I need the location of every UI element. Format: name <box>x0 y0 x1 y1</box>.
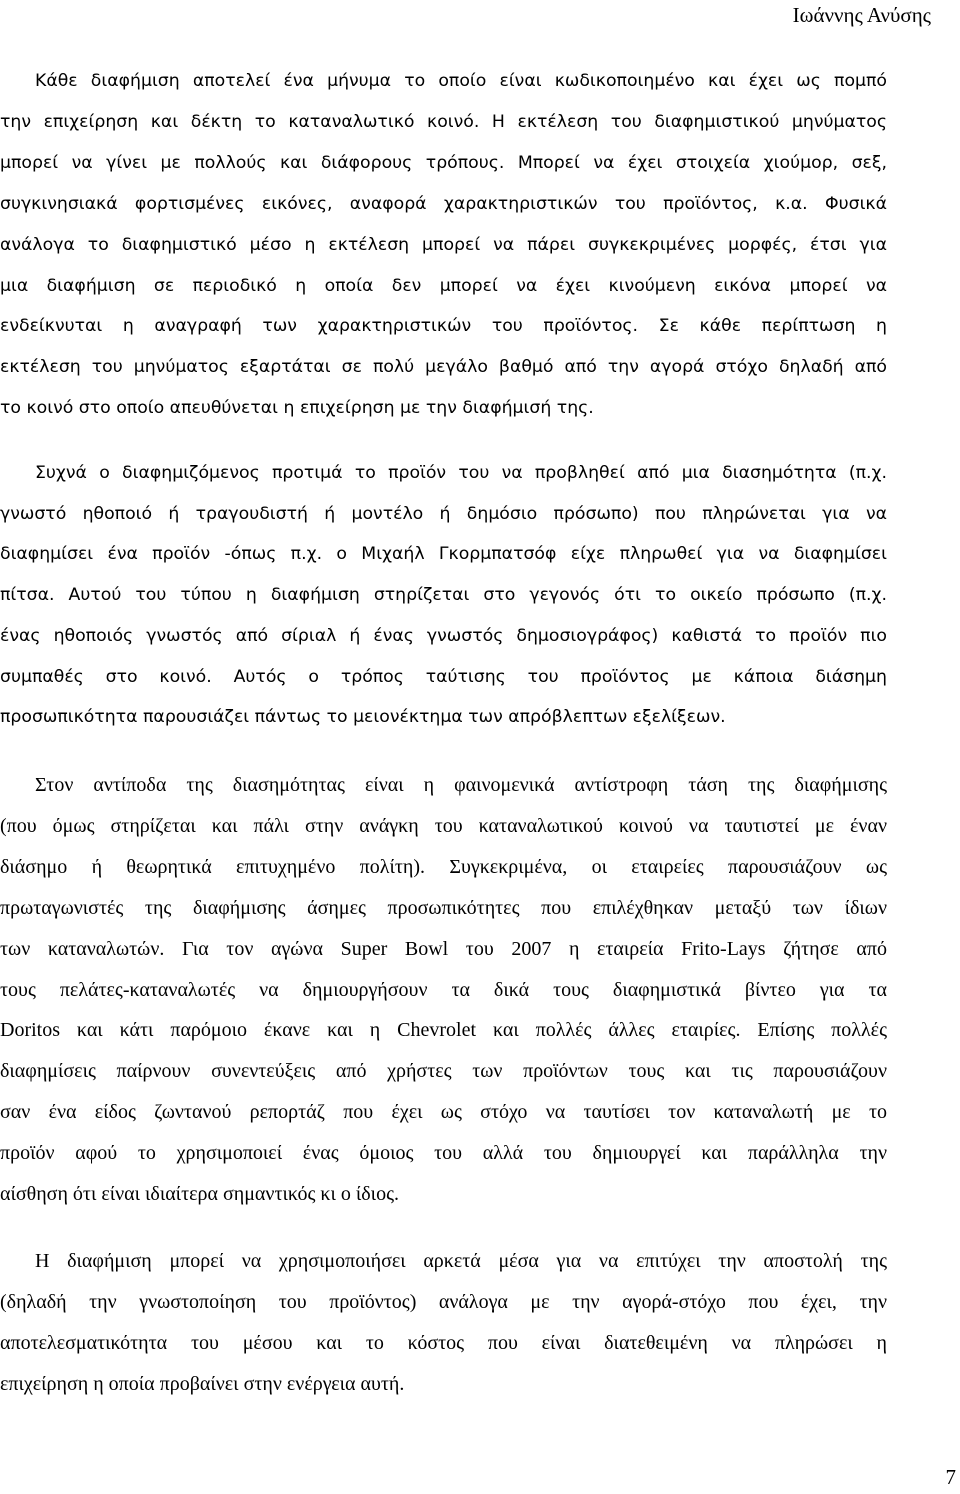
paragraph-line: προσωπικότητα παρουσιάζει πάντως το μειονέκτημα των απρόβλεπτων εξελίξεων. <box>0 707 726 727</box>
paragraph-line: το κοινό στο οποίο απευθύνεται η επιχείρηση με την διαφήμισή της. <box>0 398 594 418</box>
paragraph-line: ενδείκνυται η αναγραφή των χαρακτηριστικών του προϊόντος. Σε κάθε περίπτωση η <box>0 316 887 336</box>
paragraph-line: αίσθηση ότι είναι ιδιαίτερα σημαντικός κι ο ίδιος. <box>0 1183 399 1205</box>
paragraph-line: συγκινησιακά φορτισμένες εικόνες, αναφορά χαρακτηριστικών του προϊόντος, κ.α. Φυσικά <box>0 194 887 214</box>
paragraph-line: πίτσα. Αυτού του τύπου η διαφήμιση στηρίζεται στο γεγονός ότι το οικείο πρόσωπο (π.χ. <box>0 585 887 605</box>
paragraph-line: προϊόν αφού το χρησιμοποιεί ένας όμοιος του αλλά του δημιουργεί και παράλληλα την <box>0 1142 887 1164</box>
paragraph-line: σαν ένα είδος ζωντανού ρεπορτάζ που έχει ως στόχο να ταυτίσει τον καταναλωτή με το <box>0 1101 887 1123</box>
paragraph-line: συμπαθές στο κοινό. Αυτός ο τρόπος ταύτισης του προϊόντος με κάποια διάσημη <box>0 667 887 687</box>
paragraph-line: διάσημο ή θεωρητικά επιτυχημένο πολίτη). Συγκεκριμένα, οι εταιρείες παρουσιάζουν ως <box>0 856 887 878</box>
paragraph-line: γνωστό ηθοποιό ή τραγουδιστή ή μοντέλο ή δημόσιο πρόσωπο) που πληρώνεται για να <box>0 504 887 524</box>
paragraph-line: Συχνά ο διαφημιζόμενος προτιμά το προϊόν του να προβληθεί από μια διασημότητα (π.χ. <box>35 463 887 483</box>
paragraph-line: των καταναλωτών. Για τον αγώνα Super Bowl του 2007 η εταιρεία Frito-Lays ζήτησε από <box>0 938 887 960</box>
paragraph-line: διαφημίσεις παίρνουν συνεντεύξεις από χρήστες των προϊόντων τους και τις παρουσιάζουν <box>0 1060 887 1082</box>
paragraph-line: πρωταγωνιστές της διαφήμισης άσημες προσωπικότητες που επιλέχθηκαν μεταξύ των ίδιων <box>0 897 887 919</box>
paragraph-line: διαφημίσει ένα προϊόν -όπως π.χ. ο Μιχαήλ Γκορμπατσόφ είχε πληρωθεί για να διαφημίσει <box>0 544 887 564</box>
paragraph-line: μια διαφήμιση σε περιοδικό η οποία δεν μπορεί να έχει κινούμενη εικόνα μπορεί να <box>0 276 887 296</box>
paragraph-line: Στον αντίποδα της διασημότητας είναι η φαινομενικά αντίστροφη τάση της διαφήμισης <box>35 774 887 796</box>
paragraph-line: ανάλογα το διαφημιστικό μέσο η εκτέλεση μπορεί να πάρει συγκεκριμένες μορφές, έτσι για <box>0 235 887 255</box>
paragraph-line: ένας ηθοποιός γνωστός από σίριαλ ή ένας γνωστός δημοσιογράφος) καθιστά το προϊόν πιο <box>0 626 887 646</box>
running-header-author: Ιωάννης Ανύσης <box>792 3 931 27</box>
page-number: 7 <box>945 1465 956 1489</box>
paragraph-line: μπορεί να γίνει με πολλούς και διάφορους τρόπους. Μπορεί να έχει στοιχεία χιούμορ, σεξ, <box>0 153 887 173</box>
paragraph-line: τους πελάτες-καταναλωτές να δημιουργήσουν τα δικά τους διαφημιστικά βίντεο για τα <box>0 979 887 1001</box>
paragraph-line: (δηλαδή την γνωστοποίηση του προϊόντος) ανάλογα με την αγορά-στόχο που έχει, την <box>0 1291 887 1313</box>
paragraph-line: επιχείρηση η οποία προβαίνει στην ενέργεια αυτή. <box>0 1373 405 1395</box>
paragraph-line: αποτελεσματικότητα του μέσου και το κόστος που είναι διατεθειμένη να πληρώσει η <box>0 1332 887 1354</box>
paragraph-line: Η διαφήμιση μπορεί να χρησιμοποιήσει αρκετά μέσα για να επιτύχει την αποστολή της <box>35 1250 887 1272</box>
paragraph-line: την επιχείρηση και δέκτη το καταναλωτικό κοινό. Η εκτέλεση του διαφημιστικού μηνύματος <box>0 112 887 132</box>
paragraph-line: Κάθε διαφήμιση αποτελεί ένα μήνυμα το οποίο είναι κωδικοποιημένο και έχει ως πομπό <box>35 71 887 91</box>
paragraph-line: εκτέλεση του μηνύματος εξαρτάται σε πολύ μεγάλο βαθμό από την αγορά στόχο δηλαδή από <box>0 357 887 377</box>
paragraph-line: Doritos και κάτι παρόμοιο έκανε και η Chevrolet και πολλές άλλες εταιρίες. Επίσης πολλές <box>0 1019 887 1041</box>
paragraph-line: (που όμως στηρίζεται και πάλι στην ανάγκη του καταναλωτικού κοινού να ταυτιστεί με έναν <box>0 815 887 837</box>
